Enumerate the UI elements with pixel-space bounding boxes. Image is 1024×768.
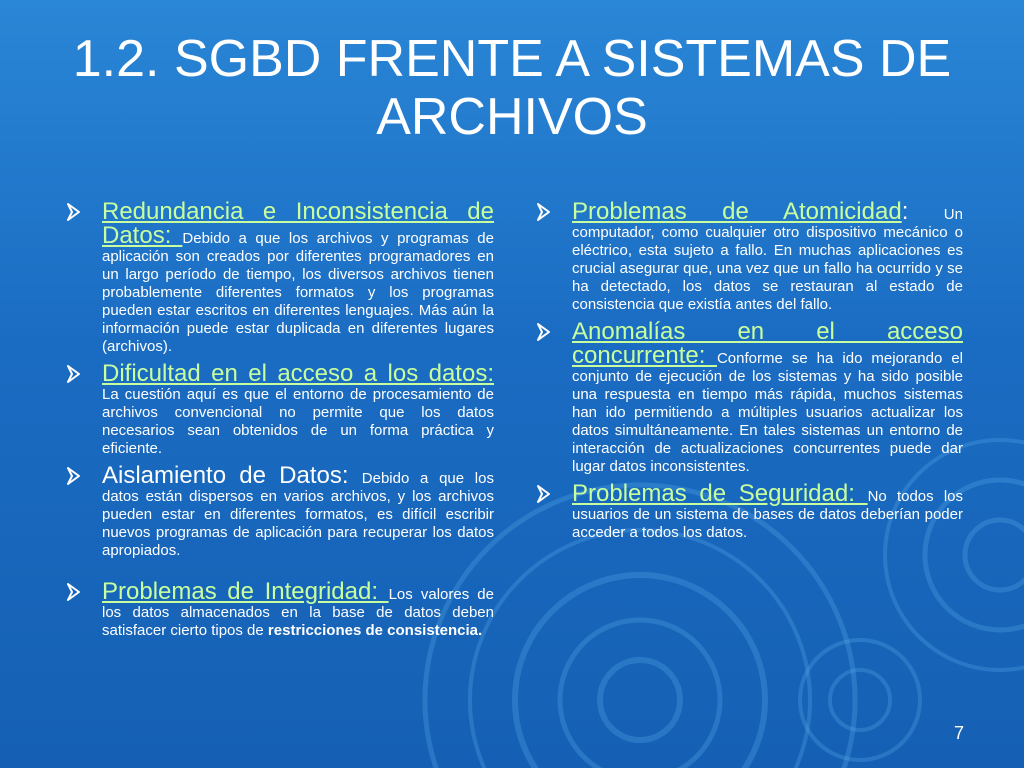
chevron-right-icon <box>64 202 84 222</box>
item-text: Conforme se ha ido mejorando el conjunto de ejecución de los sistemas y ha sido posible una respuesta en tiempo más rápida, muchos sistemas han ido permitiendo a múltiples usuarios actualizar los datos simultáneamente. En tales sistemas un entorno de interacción de actualizaciones concurrentes puede dar lugar datos inconsistentes. <box>572 350 964 475</box>
item-heading: Redundancia e Inconsistencia de Datos: <box>102 198 494 249</box>
chevron-right-icon <box>64 466 84 486</box>
list-item <box>60 580 494 640</box>
item-bold-text: restricciones de consistencia. <box>267 622 483 639</box>
page-number: 7 <box>953 723 964 743</box>
item-heading: Dificultad en el acceso a los datos: <box>102 360 494 387</box>
item-heading: Aislamiento de Datos: <box>102 462 362 489</box>
right-column <box>530 200 963 548</box>
item-text: La cuestión aquí es que el entorno de procesamiento de archivos convencional no permite que los datos necesarios sean obtenidos de un forma práctica y eficiente. <box>102 386 494 457</box>
item-text: Debido a que los datos están dispersos en varios archivos, y los archivos pueden estar en diferentes formatos, es difícil escribir nuevos programas de aplicación para recuperar los datos apropiados. <box>102 470 494 559</box>
item-heading: Problemas de Seguridad: <box>572 480 868 507</box>
item-heading: Anomalías en el acceso concurrente: <box>572 318 963 369</box>
item-text: Los valores de los datos almacenados en la base de datos deben satisfacer cierto tipos de <box>102 586 494 639</box>
list-item <box>60 362 494 458</box>
chevron-right-icon <box>534 484 554 504</box>
item-heading: Problemas de Atomicidad <box>572 198 902 225</box>
item-text: Un computador, como cualquier otro dispositivo mecánico o eléctrico, esta sujeto a fallo. En muchas aplicaciones es crucial asegurar que, una vez que un fallo ha ocurrido y se ha detectado, los datos se restauran al estado de consistencia que existía antes del fallo. <box>572 206 963 313</box>
list-item <box>60 200 494 356</box>
chevron-right-icon <box>534 202 554 222</box>
chevron-right-icon <box>64 364 84 384</box>
chevron-right-icon <box>534 322 554 342</box>
left-column <box>60 200 494 646</box>
list-item <box>530 482 963 542</box>
chevron-right-icon <box>64 582 84 602</box>
slide-title: 1.2. SGBD FRENTE A SISTEMAS DE ARCHIVOS <box>72 30 952 146</box>
list-item <box>530 320 963 476</box>
item-text: Debido a que los archivos y programas de aplicación son creados por diferentes programadores en un largo período de tiempo, los diversos archivos tienen probablemente diferentes formatos y los programas pueden estar escritos en diferentes lenguajes. Más aún la información puede estar duplicada en diferentes lugares (archivos). <box>102 230 494 355</box>
list-item <box>60 464 494 560</box>
list-item <box>530 200 963 314</box>
item-text: No todos los usuarios de un sistema de bases de datos deberían poder acceder a todos los datos. <box>572 488 964 541</box>
item-heading-colon: : <box>901 198 944 225</box>
item-heading: Problemas de Integridad: <box>102 578 389 605</box>
